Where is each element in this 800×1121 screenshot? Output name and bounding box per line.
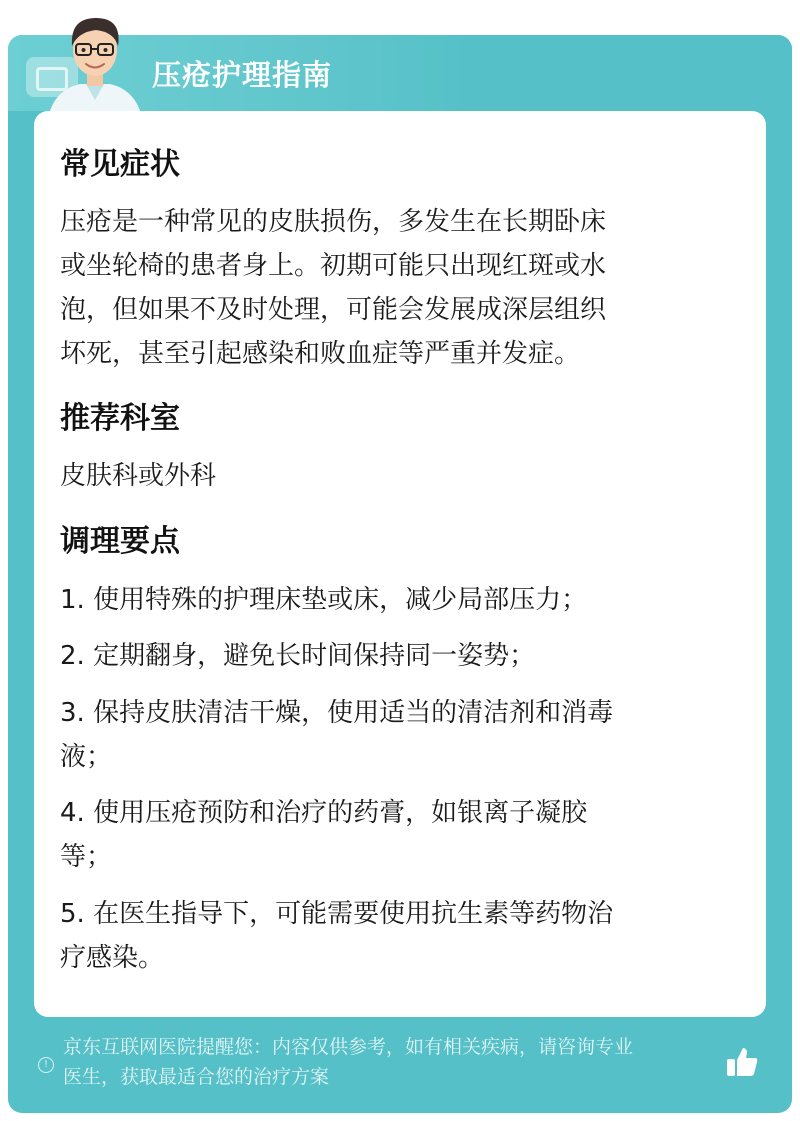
care-item-4-line-1: 4. 使用压疮预防和治疗的药膏，如银离子凝胶 [60,798,588,828]
disclaimer-footer [8,1022,792,1113]
thumbs-up-icon[interactable] [724,1044,760,1080]
info-icon: ! [38,1057,54,1073]
symptoms-line-1: 压疮是一种常见的皮肤损伤，多发生在长期卧床 [60,207,607,237]
section-title-care: 调理要点 [60,524,180,559]
department-text: 皮肤科或外科 [60,461,217,491]
disclaimer-text [63,1032,733,1092]
symptoms-line-2: 或坐轮椅的患者身上。初期可能只出现红斑或水 [60,251,607,281]
section-title-department: 推荐科室 [60,401,180,436]
care-item-3-line-1: 3. 保持皮肤清洁干燥，使用适当的清洁剂和消毒 [60,698,614,728]
symptoms-line-3: 泡，但如果不及时处理，可能会发展成深层组织 [60,295,607,325]
page-title: 压疮护理指南 [152,58,333,92]
care-item-1: 1. 使用特殊的护理床垫或床，减少局部压力； [60,585,588,615]
care-item-2: 2. 定期翻身，避免长时间保持同一姿势； [60,641,536,671]
care-item-5-line-2: 疗感染。 [60,943,165,973]
content-card [34,111,766,1017]
care-item-4-line-2: 等； [60,842,113,872]
disclaimer-line-2: 医生，获取最适合您的治疗方案 [63,1066,330,1088]
doctor-avatar [40,8,150,118]
symptoms-line-4: 坏死，甚至引起感染和败血症等严重并发症。 [60,339,581,369]
disclaimer-line-1: 京东互联网医院提醒您：内容仅供参考，如有相关疾病，请咨询专业 [63,1036,634,1058]
care-item-5-line-1: 5. 在医生指导下，可能需要使用抗生素等药物治 [60,899,614,929]
section-title-symptoms: 常见症状 [60,147,180,182]
care-item-3-line-2: 液； [60,742,113,772]
